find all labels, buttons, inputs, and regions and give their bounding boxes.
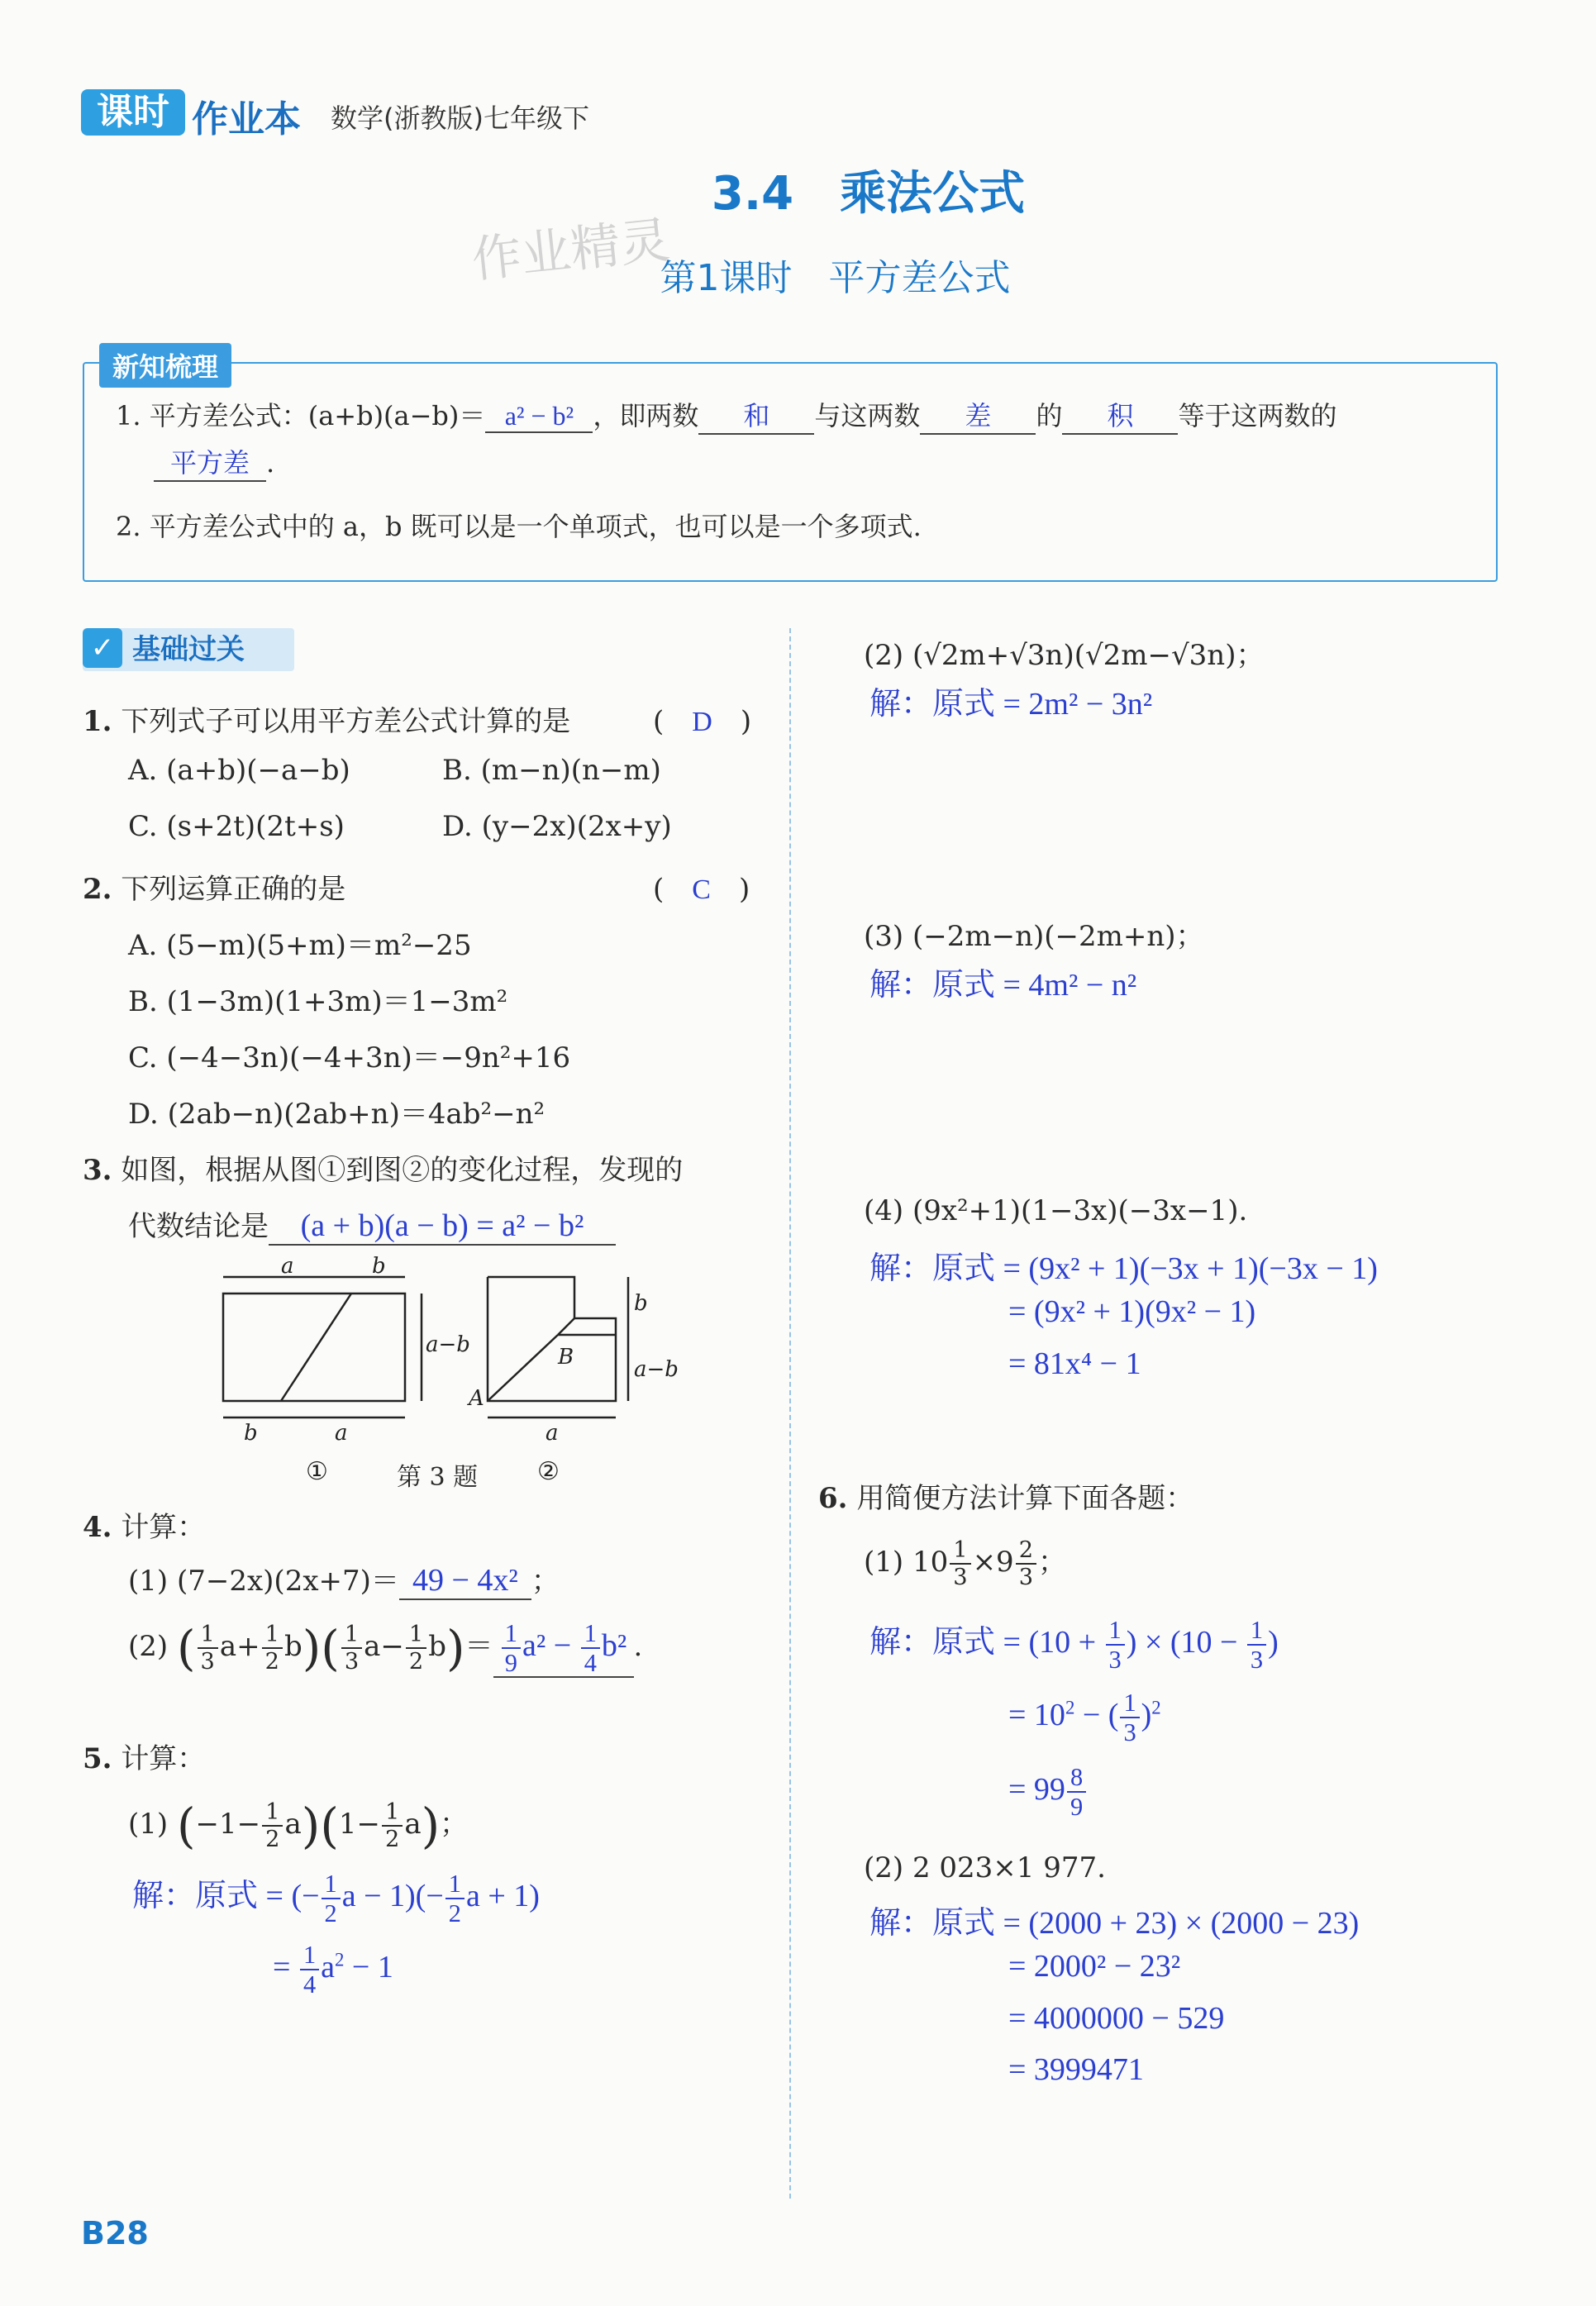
question-number: 5. [83,1742,112,1775]
q6-part1-solution-3: = 99 $\frac{8}{9}$ [1008,1765,1088,1820]
q4-part1 [128,1558,560,1600]
question-3 [83,1147,683,1188]
fig1-diagonal [281,1294,351,1401]
knowledge-tab: 新知梳理 [99,343,231,388]
q6-part2-solution-3: = 4000000 − 529 [1008,2001,1225,2036]
q5-part4-question: (4) (9x²+1)(1−3x)(−3x−1). [864,1194,1248,1227]
question-1 [83,698,570,739]
brand-name: 作业本 [192,98,301,141]
fraction: $\frac{1}{3}$ [198,1623,218,1673]
answer-blank-5: 平方差 [154,442,266,482]
check-icon: ✓ [83,628,122,668]
q2-option-c: C. (−4−3n)(−4+3n)＝−9n²+16 [128,1041,571,1074]
fig1-label-a-bottom: a [335,1421,348,1446]
watermark: 作业精灵 [469,211,673,290]
chapter-title: 3.4 乘法公式 [711,167,1026,221]
text-segment: 等于这两数的 [1178,400,1337,431]
answer-blank-4: 积 [1062,395,1178,435]
subject-label: 数学(浙教版)七年级下 [331,102,589,134]
q6-part1: (1) 10 $\frac{1}{3}$ ×9 $\frac{2}{3}$ ； [864,1537,1066,1591]
question-number: 2. [83,873,112,906]
fig1-label-amb: a−b [426,1332,470,1357]
column-divider [789,628,791,2199]
fig2-number: ② [537,1457,560,1486]
fig1-label-b-bottom: b [244,1421,258,1446]
knowledge-item-2: 2. 平方差公式中的 a，b 既可以是一个单项式，也可以是一个多项式. [116,511,922,542]
q3-caption: 第 3 题 [397,1463,479,1492]
fig2-diagonal [488,1335,558,1401]
text-segment: b [283,1630,303,1663]
q4-part1-question: (1) (7−2x)(2x+7)＝ [128,1565,399,1598]
page-number: B28 [81,2215,149,2251]
question-6 [818,1475,1193,1516]
answer-blank-1: a² − b² [485,401,593,433]
q5-part4-solution-3: = 81x⁴ − 1 [1008,1346,1141,1381]
fig1-label-b-top: b [372,1256,386,1279]
q1-option-d: D. (y−2x)(2x+y) [442,810,672,843]
q2-answer: C [692,874,711,905]
q2-option-b: B. (1−3m)(1+3m)＝1−3m² [128,985,508,1018]
q4-part2: (2) ( $\frac{1}{3}$ a+ $\frac{1}{2}$ b)( $\frac{1}{3}$ a− $\frac{1}{2}$ b)＝ $\frac{1}{9}$ a² − $\frac{1}{4}$ b² . [128,1618,643,1678]
question-stem: 下列运算正确的是 [121,873,346,906]
q5-part1-label: (1) [128,1808,169,1841]
formula-text: 1. 平方差公式：(a+b)(a−b)＝ [116,400,486,431]
question-stem: 计算： [121,1511,206,1544]
q5-part2-solution: 解：原式 = 2m² − 3n² [869,687,1153,722]
fig2-label-B: B [558,1345,574,1370]
question-stem: 计算： [121,1742,206,1775]
question-4 [83,1504,205,1545]
q5-part1: (1) (−1− $\frac{1}{2}$ a)(1− $\frac{1}{2}$ a)； [128,1798,469,1854]
q4-part1-answer: 49 − 4x² [399,1562,531,1600]
question-number: 4. [83,1511,112,1544]
question-2 [83,866,345,907]
fig1-label-a-top: a [281,1256,294,1279]
q2-option-d: D. (2ab−n)(2ab+n)＝4ab²−n² [128,1098,545,1131]
question-3-line2 [128,1203,616,1246]
question-5 [83,1736,205,1776]
text-segment: a+ [219,1630,260,1663]
text-segment: . [633,1630,643,1663]
q5-part3-question: (3) (−2m−n)(−2m+n)； [864,920,1204,953]
question-number: 1. [83,705,112,738]
question-stem-cont: 代数结论是 [128,1210,269,1243]
q4-part2-answer: $\frac{1}{9}$ a² − $\frac{1}{4}$ b² [493,1621,634,1678]
q3-answer: (a + b)(a − b) = a² − b² [269,1208,616,1246]
text-segment: 解：原式 = [869,1625,1029,1660]
q6-part1-label: (1) [864,1546,904,1579]
q5-part3-solution: 解：原式 = 4m² − n² [869,968,1137,1003]
q6-part2-solution-1: 解：原式 = (2000 + 23) × (2000 − 23) [869,1906,1360,1941]
question-number: 6. [818,1482,848,1515]
section-basic [83,628,294,671]
fraction: $\frac{1}{2}$ [262,1623,283,1673]
q5-part4-solution-2: = (9x² + 1)(9x² − 1) [1008,1294,1256,1329]
text-segment: b² [601,1628,627,1663]
q5-part4-solution-1: 解：原式 = (9x² + 1)(−3x + 1)(−3x − 1) [869,1251,1378,1286]
q5-part2-question: (2) (√2m+√3n)(√2m−√3n)； [864,639,1265,672]
text-segment: 与这两数 [814,400,921,431]
q6-part1-solution-1: 解：原式 = (10 + $\frac{1}{3}$ ) × (10 − $\frac{1}{3}$ ) [869,1615,1279,1675]
q5-part1-solution-2: = $\frac{1}{4}$ $a^2 - 1$ [273,1941,393,1999]
text-segment: a² − [522,1628,579,1663]
answer-blank-3: 差 [920,395,1036,435]
fraction: $\frac{1}{2}$ [406,1623,426,1673]
q2-option-a: A. (5−m)(5+m)＝m²−25 [128,929,472,962]
fraction: $\frac{1}{3}$ [341,1623,362,1673]
fig2-label-amb: a−b [634,1357,679,1382]
question-stem: 用简便方法计算下面各题： [856,1482,1194,1515]
q4-part2-label: (2) [128,1630,169,1663]
knowledge-item-1-cont [154,442,274,482]
text-segment: . [266,447,275,479]
question-stem: 如图，根据从图①到图②的变化过程，发现的 [121,1154,684,1187]
answer-blank-2: 和 [698,395,814,435]
fig2-edge [558,1318,574,1335]
question-stem: 下列式子可以用平方差公式计算的是 [121,705,571,738]
fig1-number: ① [306,1457,328,1486]
question-number: 3. [83,1154,112,1187]
brand-logo: 课时 [81,89,185,136]
fig1-rectangle [223,1294,405,1401]
q1-answer: D [692,707,712,737]
fig2-label-A: A [469,1386,484,1411]
text-segment: ，即两数 [593,400,699,431]
q1-option-c: C. (s+2t)(2t+s) [128,810,345,843]
q1-option-a: A. (a+b)(−a−b) [128,754,350,787]
fig2-label-b: b [634,1291,648,1316]
lesson-title: 第1课时 平方差公式 [660,257,1011,299]
q1-answer-bracket: ( D ) [653,705,752,738]
q5-part1-solution-1: 解：原式 = (− $\frac{1}{2}$ a − 1)(− $\frac{1}{2}$ a + 1) [132,1869,540,1928]
fig2-label-a: a [545,1421,559,1446]
text-segment: 解：原式 = [132,1879,292,1913]
section-label: 基础过关 [132,633,245,666]
text-segment: ； [531,1565,560,1598]
q6-part2-question: (2) 2 023×1 977. [864,1851,1106,1884]
q6-part2-solution-4: = 3999471 [1008,2052,1144,2087]
q2-answer-bracket: ( C ) [653,873,750,906]
q6-part2-solution-2: = 2000² − 23² [1008,1949,1181,1984]
q1-option-b: B. (m−n)(n−m) [442,754,661,787]
knowledge-item-1 [116,395,1336,435]
q3-figure [211,1256,707,1488]
q6-part1-solution-2: = $10^2$ − ( $\frac{1}{3}$ )$^2$ [1008,1689,1161,1747]
text-segment: 的 [1036,400,1063,431]
